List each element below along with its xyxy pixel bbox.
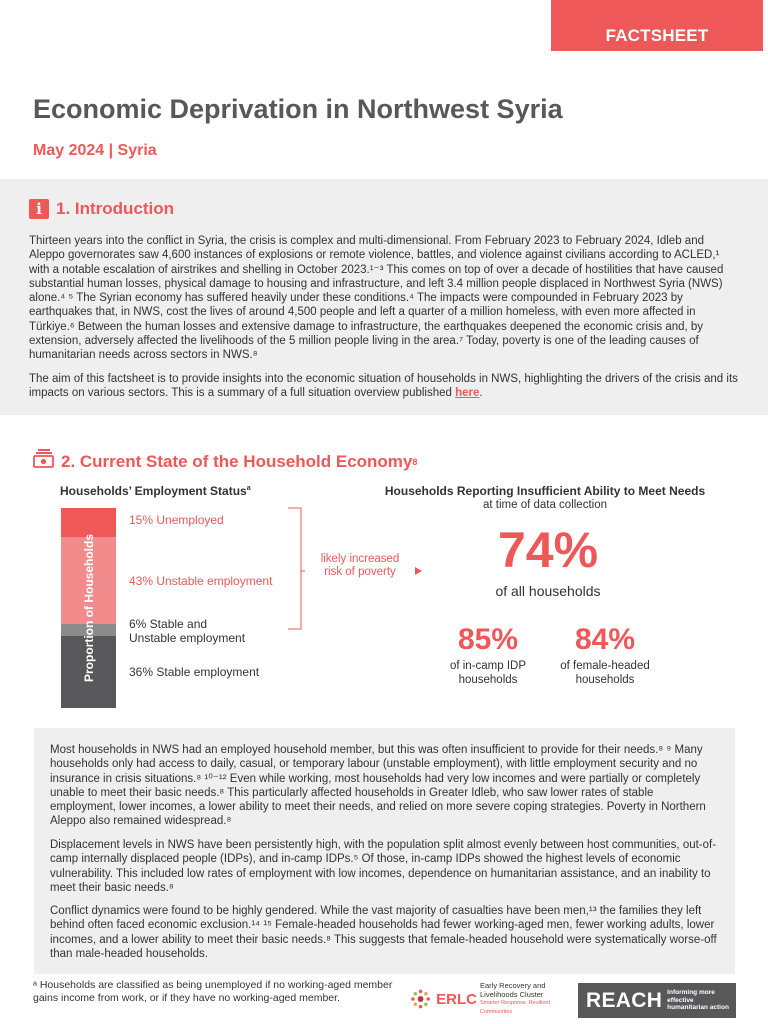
erlc-emblem-icon — [410, 981, 431, 1017]
idp-stat-value: 85% — [457, 623, 519, 656]
needs-chart-title: Households Reporting Insufficient Ability to Meet Needs — [384, 484, 706, 498]
introduction-paragraph-2 — [29, 372, 741, 401]
bar-axis-label-text: Proportion of Households — [81, 534, 96, 682]
poverty-risk-line2: risk of poverty — [324, 566, 396, 578]
reach-logo — [578, 983, 736, 1018]
female-stat-label-line1: of female-headed — [560, 660, 650, 672]
introduction-heading-text: 1. Introduction — [56, 199, 175, 218]
info-icon: i — [29, 199, 49, 219]
cash-icon — [33, 449, 55, 474]
erlc-name: ERLC — [436, 990, 477, 1008]
poverty-risk-label — [305, 553, 415, 579]
needs-chart-subtitle: at time of data collection — [482, 499, 607, 511]
gender-paragraph: Conflict dynamics were found to be highly gendered. While the vast majority of casualties have been men,¹³ the families they left behind often faced economic exclusion.¹⁴ ¹⁵ Female-headed households had fewer working-aged men, fewer working adults, lower incomes, and a lower ability to meet their basic needs.⁸ This suggests that female-headed household were systematically worse-off than male-headed households. — [50, 905, 717, 960]
page-subtitle: May 2024 | Syria — [33, 142, 157, 159]
introduction-aim-text: The aim of this factsheet is to provide insights into the economic situation of households in NWS, highlighting the drivers of the crisis and its impacts on various sectors. This is a summary of a full situation overview published — [29, 373, 738, 400]
displacement-paragraph: Displacement levels in NWS have been persistently high, with the population split almost evenly between host communities, out-of-camp internally displaced people (IDPs), and in-camp IDPs.⁵ Of those, in-camp IDPs showed the highest levels of economic vulnerability. This included low rates of employment with low incomes, dependence on humanitarian assistance, and an inability to meet their basic needs.⁸ — [50, 839, 717, 894]
factsheet-tag: FACTSHEET — [551, 0, 763, 51]
main-stat-label: of all households — [495, 583, 601, 599]
label-stable-unstable-line1: 6% Stable and — [129, 617, 208, 631]
page-title: Economic Deprivation in Northwest Syria — [33, 94, 563, 124]
introduction-heading — [29, 199, 174, 219]
label-stable: 36% Stable employment — [129, 665, 260, 679]
label-unemployed: 15% Unemployed — [129, 513, 224, 527]
female-stat-value: 84% — [574, 623, 636, 656]
employment-chart-title-text: Households’ Employment Status — [60, 484, 247, 498]
household-economy-heading — [33, 449, 417, 474]
full-report-link[interactable]: here — [455, 387, 480, 400]
bar-axis-label — [61, 508, 116, 708]
introduction-paragraph-1: Thirteen years into the conflict in Syria, the crisis is complex and multi-dimensional. From February 2023 to February 2024, Idleb and Aleppo governorates saw 4,600 instances of explosions or remote violence, battles, and violence against civilians according to ACLED,¹ with a notable escalation of airstrikes and shelling in October 2023.¹⁻³ This comes on top of over a decade of hostilities that have caused substantial human losses, physical damage to housing and infrastructure, and left 3.4 million people displaced in Northwest Syria (NWS) alone.⁴ ⁵ The Syrian economy has suffered heavily under these conditions.⁴ The impacts were compounded in February 2023 by earthquakes that, in NWS, cost the lives of around 4,500 people and left a quarter of a million homeless, with even more affected in Türkiye.⁶ Between the human losses and extensive damage to infrastructure, the earthquakes deepened the economic crisis and, by extension, adversely affected the livelihoods of the 5 million people living in the area.⁷ Today, poverty is one of the leading causes of humanitarian needs across sectors in NWS.⁸ — [29, 235, 724, 362]
female-stat-label-line2: households — [575, 674, 635, 686]
employment-chart-title — [60, 484, 251, 498]
erlc-description: Early Recovery and Livelihoods Cluster — [480, 981, 546, 999]
main-stat-value: 74% — [497, 522, 599, 578]
label-stable-unstable-line2: Unstable employment — [129, 631, 246, 645]
idp-stat-label-line2: households — [458, 674, 518, 686]
idp-stat-label-line1: of in-camp IDP — [449, 660, 527, 672]
erlc-logo — [410, 979, 570, 1019]
employment-paragraph: Most households in NWS had an employed household member, but this was often insufficient to provide for their needs.⁸ ⁹ Many households only had access to daily, casual, or temporary labour (unstable employment), with little employment security and no insurance in crisis situations.⁸ ¹⁰⁻¹² Even while working, most households had very low incomes and were partially or completely unable to meet their basic needs.⁸ This particularly affected households in Greater Idleb, who saw lower rates of stable employment, lower incomes, a lower ability to meet their needs, and relied on more severe coping strategies. Poverty in Northern Aleppo also remained widespread.⁸ — [50, 744, 706, 828]
household-economy-heading-text: 2. Current State of the Household Economy — [61, 451, 413, 471]
period: . — [479, 387, 483, 400]
heading-footnote-marker: 8 — [412, 456, 418, 467]
employment-footnote-marker: a — [246, 485, 251, 492]
footnote: ᵃ Households are classified as being unemployed if no working-aged member gains income from work, or if they have no working-aged member. — [33, 979, 393, 1004]
reach-tagline: Informing more effective humanitarian action — [667, 989, 729, 1012]
label-unstable: 43% Unstable employment — [129, 574, 273, 588]
reach-name: REACH — [586, 988, 663, 1012]
poverty-risk-line1: likely increased — [320, 553, 400, 565]
erlc-slogan: Smarter Response. Resilient Communities — [480, 1000, 551, 1015]
